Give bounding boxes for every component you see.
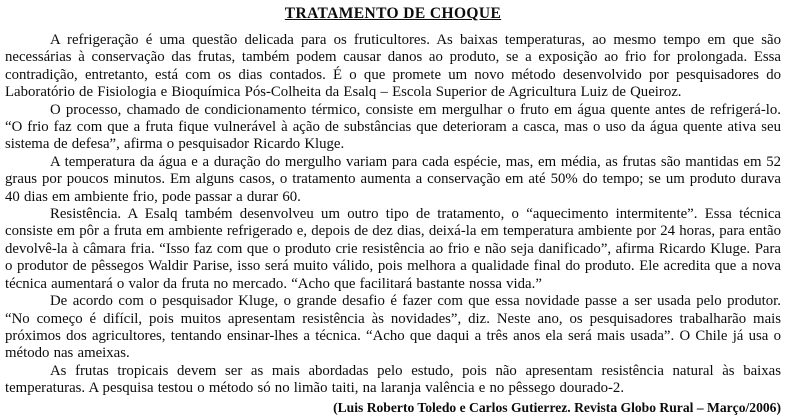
paragraph-2: O processo, chamado de condicionamento térmico, consiste em mergulhar o fruto em água quente antes de refrigerá-lo. “O frio faz com que a fruta fique vulnerável à ação de substâncias que deterioram a casca, mas o uso da água quente ativa seu sistema de defesa”, afirma o pesquisador Ricardo Kluge. xyxy=(5,101,781,153)
paragraph-3: A temperatura da água e a duração do mergulho variam para cada espécie, mas, em média, as frutas são mantidas em 52 graus por poucos minutos. Em alguns casos, o tratamento aumenta a conservação em até 50% do tempo; se um produto durava 40 dias em ambiente frio, pode passar a durar 60. xyxy=(5,153,781,205)
attribution: (Luis Roberto Toledo e Carlos Gutierrez. Revista Globo Rural – Março/2006) xyxy=(333,399,781,415)
paragraph-5: De acordo com o pesquisador Kluge, o grande desafio é fazer com que essa novidade passe a ser usada pelo produtor. “No começo é difícil, pois muitos apresentam resistência às novidades”, diz. Neste ano, os pesquisadores trabalharão mais próximos dos agricultores, tentando ensinar-lhes a técnica. “Acho que daqui a três anos ela será mais usada”. O Chile já usa o método nas ameixas. xyxy=(5,293,781,362)
paragraph-4: Resistência. A Esalq também desenvolveu um outro tipo de tratamento, o “aquecimento intermitente”. Essa técnica consiste em pôr a fruta em ambiente refrigerado e, depois de dez dias, deixá-la em temperatura ambiente por 24 horas, para então devolvê-la à câmara fria. “Isso faz com que o produto crie resistência ao frio e não seja danificado”, afirma Ricardo Kluge. Para o produtor de pêssegos Waldir Parise, isso será muito válido, pois melhora a qualidade final do produto. Ele acredita que a nova técnica aumentará o valor da fruta no mercado. “Acho que facilitará bastante nossa vida.” xyxy=(5,206,781,292)
document-title: TRATAMENTO DE CHOQUE xyxy=(284,5,502,22)
paragraph-6: As frutas tropicais devem ser as mais abordadas pelo estudo, pois não apresentam resistência natural às baixas temperaturas. A pesquisa testou o método só no limão taiti, na laranja valência e no pêssego dourado-2. xyxy=(5,362,781,397)
paragraph-1: A refrigeração é uma questão delicada para os fruticultores. As baixas temperaturas, ao mesmo tempo em que são necessárias à conservação das frutas, também podem causar danos ao produto, se a exposição ao frio for prolongada. Essa contradição, entretanto, está com os dias contados. É o que promete um novo método desenvolvido por pesquisadores do Laboratório de Fisiologia e Bioquímica Pós-Colheita da Esalq – Escola Superior de Agricultura Luiz de Queiroz. xyxy=(5,32,781,101)
document-body xyxy=(5,32,781,398)
